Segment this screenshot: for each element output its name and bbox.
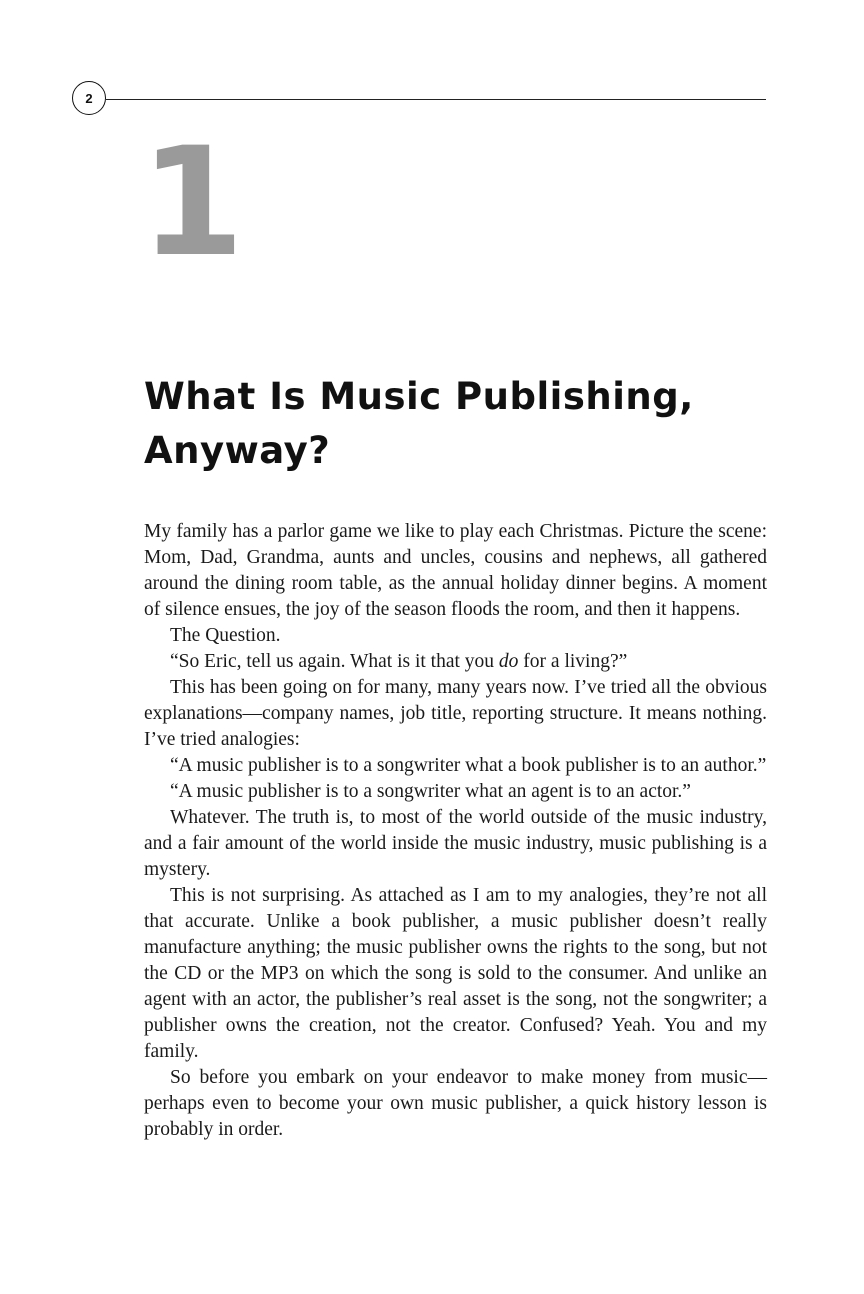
- paragraph: This has been going on for many, many years now. I’ve tried all the obvious explanations—company names, job title, reporting structure. It means nothing. I’ve tried analogies:: [144, 677, 767, 750]
- paragraph: “A music publisher is to a songwriter what an agent is to an actor.”: [170, 781, 691, 802]
- body-text: [144, 519, 767, 1143]
- page-number: 2: [85, 90, 93, 106]
- paragraph-text: “So Eric, tell us again. What is it that you: [170, 651, 499, 672]
- paragraph: [144, 649, 767, 675]
- paragraph: “A music publisher is to a songwriter what a book publisher is to an author.”: [170, 755, 767, 776]
- paragraph: My family has a parlor game we like to play each Christmas. Picture the scene: Mom, Dad, Grandma, aunts and uncles, cousins and nephews, all gathered around the dining room table, as the annual holiday dinner begins. A moment of silence ensues, the joy of the season floods the room, and then it happens.: [144, 521, 767, 620]
- paragraph: So before you embark on your endeavor to make money from music—perhaps even to become your own music publisher, a quick history lesson is probably in order.: [144, 1067, 767, 1140]
- paragraph-text: for a living?”: [518, 651, 628, 672]
- chapter-title: What Is Music Publishing, Anyway?: [144, 375, 694, 472]
- page-number-badge: [72, 81, 106, 115]
- emphasis-text: do: [498, 651, 519, 672]
- paragraph: Whatever. The truth is, to most of the world outside of the music industry, and a fair amount of the world inside the music industry, music publishing is a mystery.: [144, 807, 767, 880]
- paragraph: The Question.: [170, 625, 281, 646]
- chapter-number: 1: [140, 116, 241, 290]
- paragraph: This is not surprising. As attached as I am to my analogies, they’re not all that accurate. Unlike a book publisher, a music publisher doesn’t really manufacture anything; the music publisher owns the rights to the song, but not the CD or the MP3 on which the song is sold to the consumer. And unlike an agent with an actor, the publisher’s real asset is the song, not the songwriter; a publisher owns the creation, not the creator. Confused? Yeah. You and my family.: [144, 885, 767, 1062]
- header-rule: [106, 99, 766, 100]
